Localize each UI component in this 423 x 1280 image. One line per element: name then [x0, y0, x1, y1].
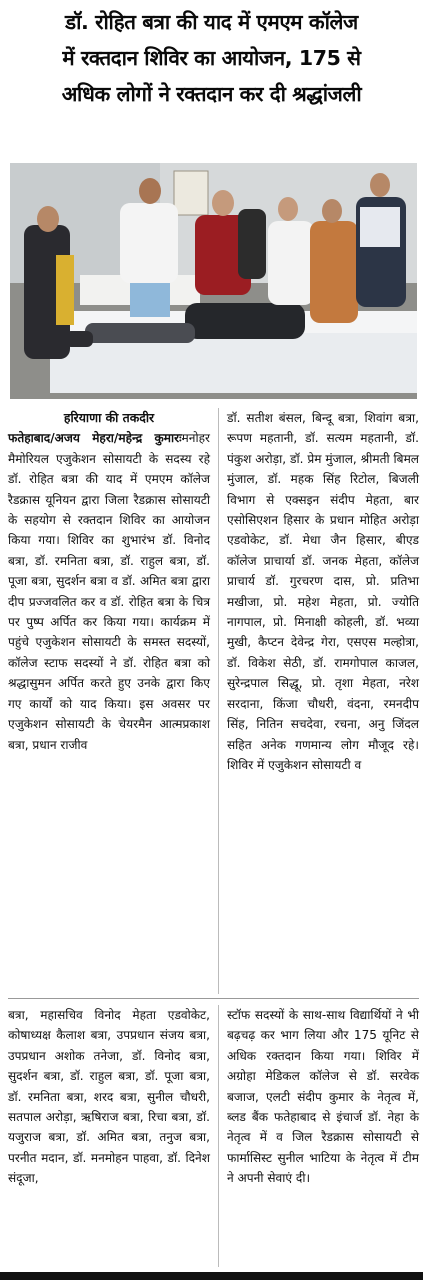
- headline-line-3: अधिक लोगों ने रक्तदान कर दी श्रद्धांजली: [61, 82, 362, 106]
- column-divider-bottom: [218, 1005, 219, 1267]
- column-divider-top: [218, 408, 219, 994]
- headline-line-2: में रक्तदान शिविर का आयोजन, 175 से: [62, 46, 361, 70]
- article-dateline: फतेहाबाद/अजय मेहरा/महेन्द्र कुमारः: [8, 431, 182, 446]
- blood-donation-photo-illustration: [10, 163, 417, 399]
- article-column-4: [227, 1005, 419, 1189]
- article-kicker: हरियाणा की तकदीर: [63, 410, 155, 425]
- article-body-col2: डॉ. सतीश बंसल, बिन्दू बत्रा, शिवांग बत्रा, रूपण महतानी, डॉ. सत्यम महतानी, डॉ. पंकुश अरोड़ा, डॉ. प्रेम मुंजाल, श्रीमती बिमल मुंजाल, डॉ. महक सिंह रिटोल, बिजली विभाग से एक्सइन संदीप मेहता, बार एसोसिएशन हिसार के प्रधान मोहित अरोड़ा एडवोकेट, डॉ. मेधा जैन हिसार, बीएड कॉलेज प्राचार्या डॉ. जनक मेहता, कॉलेज प्राचार्य डॉ. गुरचरण दास, प्रो. प्रतिभा मखीजा, प्रो. महेश मेहता, प्रो. ज्योति नागपाल, प्रो. मिनाक्षी कोहली, डॉ. भव्या मुखी, कैप्टन देवेन्द्र गेरा, एसएस मल्होत्रा, डॉ. विकेश सेठी, डॉ. रामगोपाल काजल, सुरेन्द्रपाल सिद्धू, प्रो. तृशा मेहता, नरेश सरदाना, किंजा चौधरी, वंदना, रमनदीप सिंह, नितिन सचदेवा, रचना, अनु जिंदल सहित अनेक गणमान्य लोग मौजूद रहे। शिविर में एजुकेशन सोसायटी व: [227, 411, 419, 772]
- article-column-2: [227, 408, 419, 775]
- article-column-1: [8, 408, 210, 755]
- article-body-col1: मनोहर मैमोरियल एजुकेशन सोसायटी के सदस्य रहे डॉ. रोहित बत्रा की याद में एमएम कॉलेज रैडक्रास यूनियन द्वारा जिला रैडक्रास सोसायटी के सहयोग से रक्तदान शिविर का आयोजन किया गया। शिविर का शुभारंभ डॉ. विनोद बत्रा, डॉ. रमनिता बत्रा, डॉ. राहुल बत्रा, डॉ. पूजा बत्रा, सुदर्शन बत्रा व डॉ. अमित बत्रा द्वारा दीप प्रज्जवलित कर व डॉ. रोहित बत्रा के चित्र पर पुष्प अर्पित कर किया गया। कार्यक्रम में पहुंचे एजुकेशन सोसायटी के समस्त सदस्यों, कॉलेज स्टाफ सदस्यों ने डॉ. रोहित बत्रा को श्रद्धासुमन अर्पित करते हुए उनके द्वारा किए गए कार्यों को याद किया। इस अवसर पर एजुकेशन सोसायटी के चेयरमैन आत्मप्रकाश बत्रा, प्रधान राजीव: [8, 431, 210, 752]
- news-photo: [10, 163, 417, 399]
- headline: [6, 4, 417, 112]
- bottom-border: [0, 1272, 423, 1280]
- headline-line-1: डॉ. रोहित बत्रा की याद में एमएम कॉलेज: [65, 10, 358, 34]
- section-divider: [8, 998, 419, 999]
- article-body-col3: बत्रा, महासचिव विनोद मेहता एडवोकेट, कोषाध्यक्ष कैलाश बत्रा, उपप्रधान संजय बत्रा, उपप्रधान अशोक तनेजा, डॉ. विनोद बत्रा, सुदर्शन बत्रा, डॉ. राहुल बत्रा, डॉ. पूजा बत्रा, डॉ. रमनिता बत्रा, शरद बत्रा, सुनील चौधरी, सतपाल अरोड़ा, ऋषिराज बत्रा, रिचा बत्रा, डॉ. यजुराज बत्रा, डॉ. अमित बत्रा, तनुज बत्रा, परनीत मदान, डॉ. मनमोहन पाहवा, डॉ. दिनेश संदूजा,: [8, 1008, 210, 1186]
- article-body-col4: स्टॉफ सदस्यों के साथ-साथ विद्यार्थियों ने भी बढ़चढ़ कर भाग लिया और 175 यूनिट से अधिक रक्तदान किया गया। शिविर में अग्रोहा मेडिकल कॉलेज से डॉ. सरवेक बजाज, एलटी संदीप कुमार के नेतृत्व में, ब्लड बैंक फतेहाबाद से इंचार्ज डॉ. नेहा के नेतृत्व में व जिल रैडक्रास सोसायटी से फार्मासिस्ट सुनील भाटिया के नेतृत्व में टीम ने अपनी सेवाएं दी।: [227, 1008, 419, 1186]
- article-column-3: [8, 1005, 210, 1189]
